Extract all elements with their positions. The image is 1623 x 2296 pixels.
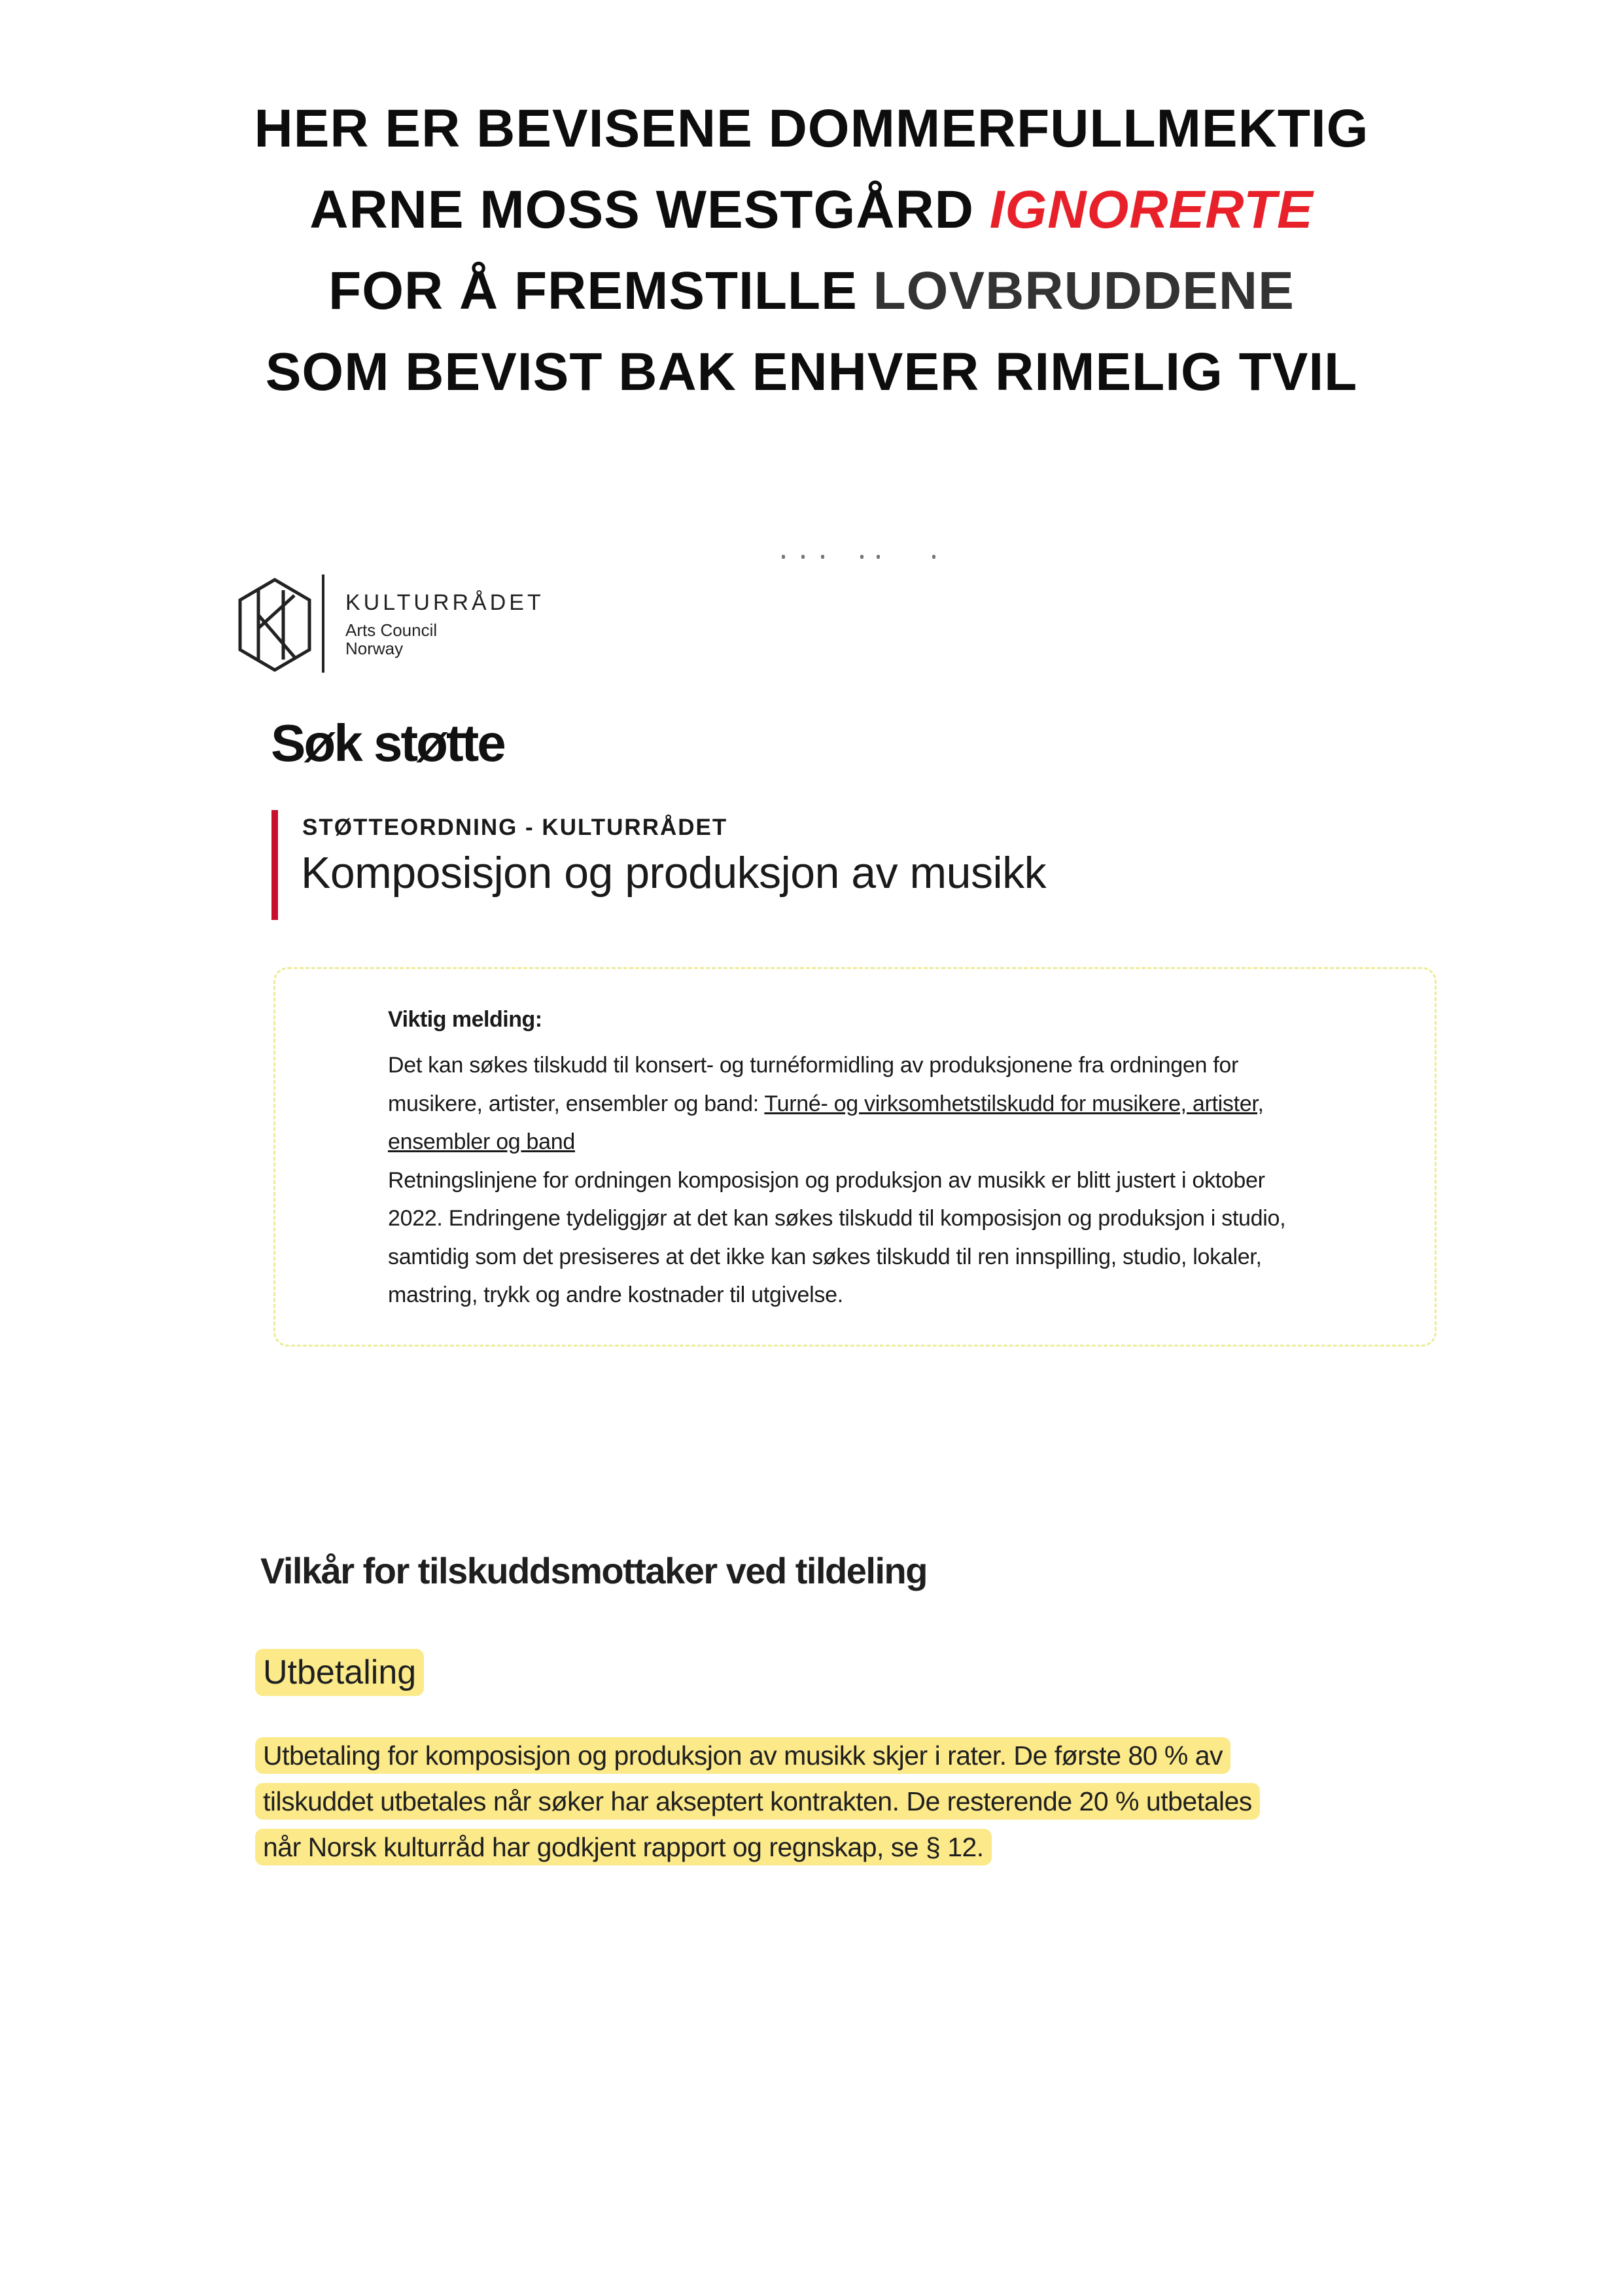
headline-line-3 bbox=[0, 251, 1623, 332]
logo-divider bbox=[322, 574, 324, 673]
conditions-heading: Vilkår for tilskuddsmottaker ved tildeling bbox=[260, 1550, 927, 1591]
notice-line: samtidig som det presiseres at det ikke kan søkes tilskudd til ren innspilling, studio, lokaler, bbox=[388, 1244, 1262, 1269]
notice-line bbox=[388, 1085, 1382, 1123]
headline-line-4: SOM BEVIST BAK ENHVER RIMELIG TVIL bbox=[265, 342, 1358, 402]
headline-line-3-text: FOR Å FREMSTILLE bbox=[328, 261, 873, 321]
headline-emphasis-lovbruddene: LOVBRUDDENE bbox=[873, 261, 1295, 321]
notice-line: mastring, trykk og andre kostnader til utgivelse. bbox=[388, 1282, 843, 1307]
scheme-title: Komposisjon og produksjon av musikk bbox=[301, 848, 1047, 898]
tour-grant-link-continued[interactable]: ensembler og band bbox=[388, 1129, 575, 1154]
scheme-accent-bar bbox=[271, 810, 278, 920]
scheme-eyebrow: STØTTEORDNING - KULTURRÅDET bbox=[302, 815, 728, 840]
brand-wordmark bbox=[345, 590, 544, 658]
brand-subtitle-1: Arts Council bbox=[345, 620, 438, 640]
brand-subtitle-2: Norway bbox=[345, 639, 404, 658]
headline-line-2 bbox=[0, 169, 1623, 251]
kulturradet-logo-icon bbox=[232, 576, 317, 674]
headline-line-2-text: ARNE MOSS WESTGÅRD bbox=[309, 180, 990, 239]
cropped-text-remnant bbox=[782, 555, 952, 561]
tour-grant-link[interactable]: Turné- og virksomhetstilskudd for musikere, artister, bbox=[764, 1091, 1264, 1116]
notice-title: Viktig melding: bbox=[388, 1007, 542, 1032]
payment-subheading: Utbetaling bbox=[255, 1649, 424, 1696]
important-notice-box bbox=[273, 967, 1437, 1347]
notice-body bbox=[388, 1046, 1382, 1315]
payment-line-1: Utbetaling for komposisjon og produksjon av musikk skjer i rater. De første 80 % av bbox=[255, 1737, 1230, 1774]
notice-line: Det kan søkes tilskudd til konsert- og turnéformidling av produksjonene fra ordningen for bbox=[388, 1053, 1238, 1078]
notice-line: Retningslinjene for ordningen komposisjon og produksjon av musikk er blitt justert i oktober bbox=[388, 1167, 1265, 1193]
headline bbox=[0, 88, 1623, 413]
payment-line-3: når Norsk kulturråd har godkjent rapport og regnskap, se § 12. bbox=[255, 1829, 992, 1865]
notice-line: 2022. Endringene tydeliggjør at det kan søkes tilskudd til komposisjon og produksjon i studio, bbox=[388, 1206, 1286, 1231]
headline-line-1: HER ER BEVISENE DOMMERFULLMEKTIG bbox=[254, 99, 1369, 158]
page-title: Søk støtte bbox=[271, 714, 504, 772]
notice-line-text: musikere, artister, ensembler og band: bbox=[388, 1091, 765, 1116]
headline-emphasis-ignorerte: IGNORERTE bbox=[989, 180, 1314, 239]
payment-line-2: tilskuddet utbetales når søker har akseptert kontrakten. De resterende 20 % utbetales bbox=[255, 1783, 1260, 1820]
brand-name: KULTURRÅDET bbox=[345, 590, 544, 615]
